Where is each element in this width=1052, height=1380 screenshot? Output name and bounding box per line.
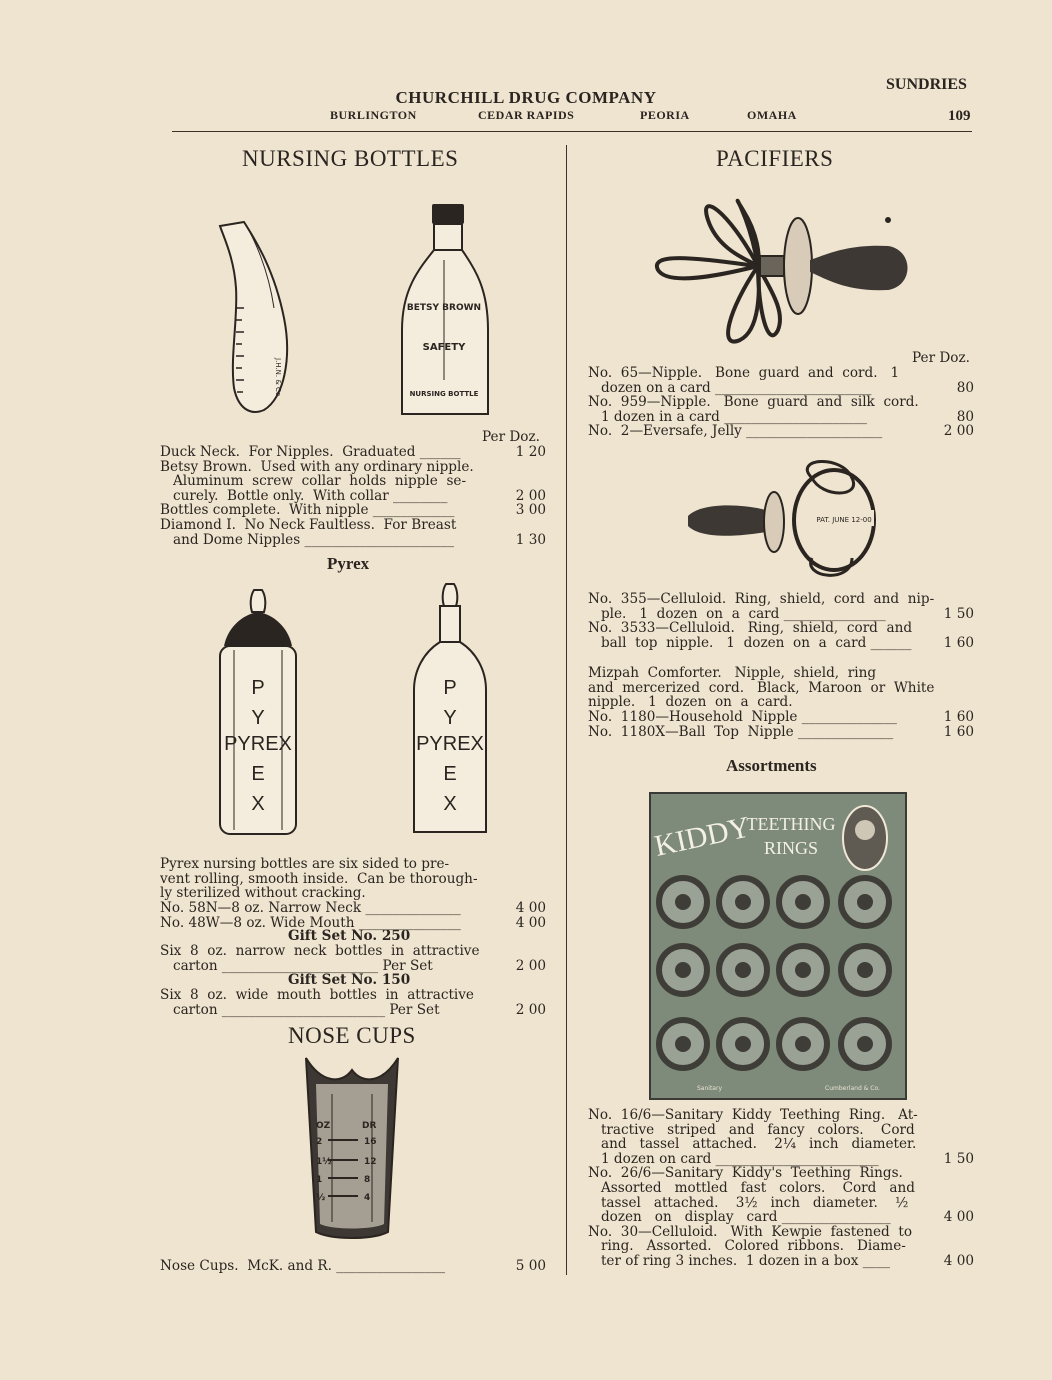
city-cedar-rapids: CEDAR RAPIDS xyxy=(478,108,575,122)
gift-set-250-line: Six 8 oz. narrow neck bottles in attractive xyxy=(160,943,480,959)
column-divider xyxy=(566,145,567,1275)
pacifier-item-price: 1 50 xyxy=(943,605,974,622)
city-peoria: PEORIA xyxy=(640,108,690,122)
gift-set-150-price: 2 00 xyxy=(515,1001,546,1018)
pacifier-item-price: 80 xyxy=(956,408,974,425)
pyrex-narrow-neck-bottle-illustration xyxy=(214,586,302,838)
mizpah-item-text: No. 1180X—Ball Top Nipple ______________ xyxy=(588,723,894,740)
nursing-item-text: Aluminum screw collar holds nipple se- xyxy=(160,473,467,490)
page-number: 109 xyxy=(948,108,971,124)
pyrex-description xyxy=(160,857,546,901)
nose-cup-tick-half: ½ xyxy=(316,1193,326,1203)
nursing-item-text: Diamond I. No Neck Faultless. For Breast xyxy=(160,516,457,533)
header-rule xyxy=(172,131,972,132)
bone-guard-pacifier-illustration xyxy=(648,190,914,356)
nursing-item xyxy=(160,460,546,504)
pacifier-item-price: 80 xyxy=(956,379,974,396)
nursing-bottles-title: NURSING BOTTLES xyxy=(242,146,459,171)
pacifier-item-price: 2 00 xyxy=(943,423,974,440)
assortment-item-price: 4 00 xyxy=(943,1252,974,1269)
nursing-item-price: 1 30 xyxy=(515,531,546,548)
pat-label: PAT. JUNE 12-00 xyxy=(816,516,872,524)
nursing-item-text: Betsy Brown. Used with any ordinary nipple. xyxy=(160,458,474,475)
nose-cup-tick-1: 1 xyxy=(316,1175,323,1185)
company-name: CHURCHILL DRUG COMPANY xyxy=(395,88,657,107)
gift-set-250-title: Gift Set No. 250 xyxy=(288,928,411,944)
nose-cups-item: Nose Cups. McK. and R. ________________ xyxy=(160,1258,446,1274)
nursing-item-price: 2 00 xyxy=(515,487,546,504)
nursing-item-text: curely. Bottle only. With collar ________ xyxy=(160,487,448,504)
betsy-brown-label: BETSY BROWN xyxy=(406,303,482,313)
kiddy-card-graphics xyxy=(651,794,905,1098)
pyrex-wordmark-2: PYREX xyxy=(416,733,484,755)
assortment-item-price: 4 00 xyxy=(943,1209,974,1226)
pyrex-letter-e-2: E xyxy=(443,763,457,785)
nose-cup-tick-12: 12 xyxy=(364,1157,377,1167)
pyrex-price-list xyxy=(160,901,546,930)
mizpah-item xyxy=(588,725,974,740)
pyrex-item-price: 4 00 xyxy=(515,900,546,916)
pacifier-item-text: ball top nipple. 1 dozen on a card ______ xyxy=(588,634,912,651)
mizpah-description xyxy=(588,666,974,710)
nose-cup-tick-2: 2 xyxy=(316,1137,323,1147)
celluloid-ring-pacifier-illustration xyxy=(682,458,878,586)
pacifier-item-text: 1 dozen in a card _____________________ xyxy=(588,408,867,425)
pyrex-item-price: 4 00 xyxy=(515,914,546,931)
assortment-item-text: No. 30—Celluloid. With Kewpie fastened to xyxy=(588,1223,913,1240)
nose-cup-tick-16: 16 xyxy=(364,1137,377,1147)
pyrex-desc-line: Pyrex nursing bottles are six sided to pre- xyxy=(160,856,450,872)
mizpah-item-price: 1 60 xyxy=(943,723,974,740)
pyrex-title: Pyrex xyxy=(327,554,370,573)
per-doz-label-left: Per Doz. xyxy=(482,429,540,445)
pyrex-desc-line: ly sterilized without cracking. xyxy=(160,885,366,902)
kiddy-teething-rings-card xyxy=(649,792,907,1100)
city-omaha: OMAHA xyxy=(747,108,797,122)
nursing-item-text: and Dome Nipples ______________________ xyxy=(160,531,455,548)
pacifier-list-a xyxy=(588,366,974,439)
pacifier-item-text: No. 3533—Celluloid. Ring, shield, cord and xyxy=(588,620,913,637)
assortment-item-text: tractive striped and fancy colors. Cord xyxy=(588,1121,915,1138)
teething-label: TEETHING xyxy=(746,814,836,834)
pyrex-item-text: No. 58N—8 oz. Narrow Neck ______________ xyxy=(160,900,461,916)
pyrex-letter-y: Y xyxy=(251,707,265,729)
gift-set-250-row xyxy=(160,944,546,973)
assortment-item-text: ter of ring 3 inches. 1 dozen in a box ____ xyxy=(588,1252,890,1269)
nose-cups-title: NOSE CUPS xyxy=(288,1023,416,1048)
gift-set-150-line: Six 8 oz. wide mouth bottles in attractive xyxy=(160,987,474,1003)
pacifier-item-text: No. 355—Celluloid. Ring, shield, cord and nip- xyxy=(588,591,935,607)
mizpah-desc-line: nipple. 1 dozen on a card. xyxy=(588,694,793,711)
pacifier-item-text: dozen on a card _______________________ xyxy=(588,379,872,396)
nose-cup-dr-label: DR xyxy=(362,1121,377,1131)
pacifier-item xyxy=(588,592,974,621)
mizpah-price-list xyxy=(588,710,974,739)
pyrex-letter-p-2: P xyxy=(443,677,457,699)
nose-cup-tick-4: 4 xyxy=(364,1193,371,1203)
card-footer-sanitary: Sanitary xyxy=(697,1085,723,1092)
mizpah-desc-line: Mizpah Comforter. Nipple, shield, ring xyxy=(588,665,877,681)
mizpah-item-text: No. 1180—Household Nipple ______________ xyxy=(588,709,897,725)
nose-cups-price: 5 00 xyxy=(515,1258,546,1274)
nursing-item-text: Bottles complete. With nipple ____________ xyxy=(160,502,455,519)
pacifiers-title: PACIFIERS xyxy=(716,146,834,171)
pyrex-letter-e: E xyxy=(251,763,265,785)
assortment-item-text: and tassel attached. 2¼ inch diameter. xyxy=(588,1136,917,1153)
nursing-item-price: 3 00 xyxy=(515,502,546,519)
pacifier-item-text: ple. 1 dozen on a card _______________ xyxy=(588,605,886,622)
assortment-item-text: No. 16/6—Sanitary Kiddy Teething Ring. At- xyxy=(588,1107,918,1123)
assortment-item-text: 1 dozen on card ________________________ xyxy=(588,1150,879,1167)
per-doz-label-right: Per Doz. xyxy=(912,350,970,366)
mizpah-item xyxy=(588,710,974,725)
rings-label: RINGS xyxy=(763,838,819,858)
assortments-title: Assortments xyxy=(726,756,817,775)
pyrex-item-text: No. 48W—8 oz. Wide Mouth _______________ xyxy=(160,914,461,931)
pacifier-item-text: No. 959—Nipple. Bone guard and silk cord. xyxy=(588,394,919,411)
gift-set-150-description xyxy=(160,988,546,1017)
nursing-item xyxy=(160,518,546,547)
pyrex-letter-p: P xyxy=(251,677,265,699)
gift-set-250-description xyxy=(160,944,546,973)
pacifier-item xyxy=(588,395,974,424)
duck-neck-bottle-illustration xyxy=(214,218,298,418)
assortment-item-price: 1 50 xyxy=(943,1150,974,1167)
gift-set-250-price: 2 00 xyxy=(515,957,546,974)
assortment-item-text: ring. Assorted. Colored ribbons. Diame- xyxy=(588,1238,906,1255)
pacifier-item-text: No. 2—Eversafe, Jelly ____________________ xyxy=(588,423,883,440)
nursing-item-price: 1 20 xyxy=(515,444,546,460)
assortment-item-text: dozen on display card ________________ xyxy=(588,1209,891,1226)
nursing-bottle-label: NURSING BOTTLE xyxy=(409,390,479,398)
assortment-item-text: tassel attached. 3½ inch diameter. ½ xyxy=(588,1194,909,1211)
assortments-list xyxy=(588,1108,974,1269)
mizpah-desc-line: and mercerized cord. Black, Maroon or White xyxy=(588,679,935,696)
pyrex-desc-line: vent rolling, smooth inside. Can be thorough- xyxy=(160,870,478,887)
assortment-item xyxy=(588,1166,974,1224)
nose-cup-oz-label: OZ xyxy=(316,1121,331,1131)
nursing-bottles-list xyxy=(160,445,546,547)
card-footer-maker: Cumberland & Co. xyxy=(825,1085,880,1092)
pyrex-letter-y-2: Y xyxy=(443,707,457,729)
gift-set-150-row xyxy=(160,988,546,1017)
gift-set-150-title: Gift Set No. 150 xyxy=(288,972,411,988)
pyrex-letter-x: X xyxy=(251,793,265,815)
pacifier-item-price: 1 60 xyxy=(943,634,974,651)
pacifier-item xyxy=(588,366,974,395)
pyrex-wide-mouth-bottle-illustration xyxy=(410,580,490,838)
pacifier-item xyxy=(588,621,974,650)
nursing-item xyxy=(160,503,546,518)
pyrex-wordmark: PYREX xyxy=(224,733,292,755)
betsy-brown-bottle-illustration xyxy=(396,200,492,420)
assortment-item xyxy=(588,1108,974,1166)
assortment-item-text: Assorted mottled fast colors. Cord and xyxy=(588,1179,915,1196)
nursing-item-text: Duck Neck. For Nipples. Graduated ______ xyxy=(160,444,461,460)
pacifier-item xyxy=(588,424,974,439)
pacifier-item-text: No. 65—Nipple. Bone guard and cord. 1 xyxy=(588,365,900,381)
assortment-item xyxy=(588,1225,974,1269)
mizpah-item-price: 1 60 xyxy=(943,709,974,725)
nose-cup-tick-1-5: 1½ xyxy=(316,1157,332,1167)
pyrex-item xyxy=(160,901,546,916)
nursing-item xyxy=(160,445,546,460)
pacifier-list-b xyxy=(588,592,974,650)
kiddy-logo: KIDDY xyxy=(651,810,753,863)
duck-neck-bottle-maker-label: J.H.N. & Co. xyxy=(274,358,282,399)
nose-cup-tick-8: 8 xyxy=(364,1175,371,1185)
assortment-item-text: No. 26/6—Sanitary Kiddy's Teething Rings. xyxy=(588,1165,903,1182)
nose-cup-illustration xyxy=(302,1054,402,1242)
gift-set-250-line: carton _______________________ Per Set xyxy=(160,957,433,974)
section-label: SUNDRIES xyxy=(886,76,967,93)
gift-set-150-line: carton ________________________ Per Set xyxy=(160,1001,440,1018)
safety-label: SAFETY xyxy=(422,342,466,353)
pyrex-letter-x-2: X xyxy=(443,793,457,815)
city-burlington: BURLINGTON xyxy=(330,108,417,122)
